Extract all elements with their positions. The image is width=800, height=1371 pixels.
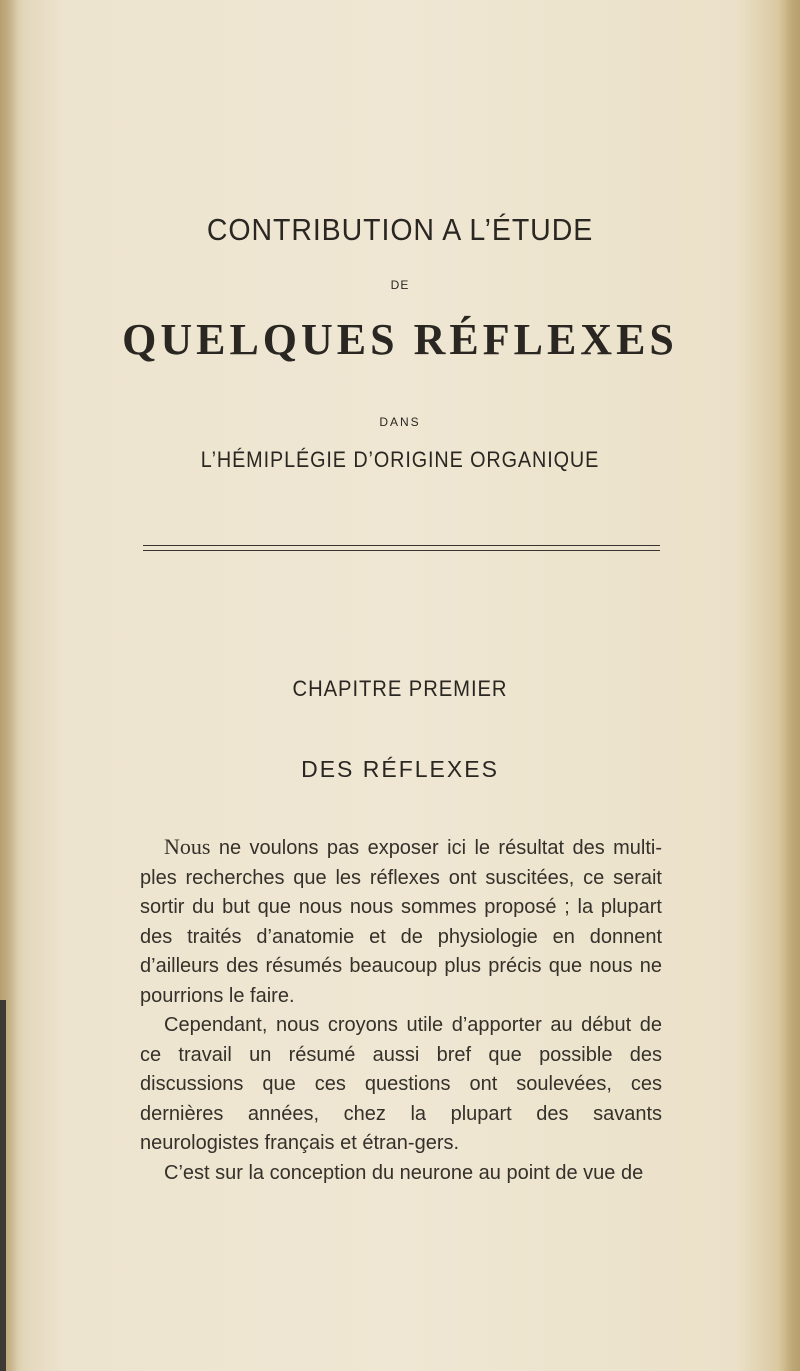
paragraph-1-text: ne voulons pas exposer ici le résultat des multi-ples recherches que les réflexes ont suscitées, ce serait sortir du but que nous nous sommes proposé ; la plupart des traités d’anatomie et de physiologie en donnent d’ailleurs des résumés beaucoup plus précis que nous ne pourrions le faire. [140, 837, 662, 1007]
title-line-3: L’HÉMIPLÉGIE D’ORIGINE ORGANIQUE [200, 447, 600, 472]
divider-rule-bottom [143, 550, 660, 551]
paragraph-2: Cependant, nous croyons utile d’apporter au début de ce travail un résumé aussi bref que possible des discussions que ces questions ont soulevées, ces dernières années, chez la plupart des savants neurologistes français et étran-gers. [140, 1014, 662, 1154]
title-connector-dans: DANS [379, 415, 421, 429]
title-line-1: CONTRIBUTION A L’ÉTUDE [206, 212, 594, 247]
chapter-title: CHAPITRE PREMIER [292, 676, 508, 701]
divider-rule-top [143, 545, 660, 546]
title-connector-de: DE [390, 278, 410, 292]
title-main: QUELQUES RÉFLEXES [122, 315, 678, 364]
body-text [140, 832, 662, 1188]
paragraph-3: C’est sur la conception du neurone au point de vue de [164, 1161, 644, 1184]
binding-gutter [0, 1000, 6, 1371]
paragraph-1 [140, 832, 662, 1011]
section-title: DES RÉFLEXES [301, 756, 499, 782]
paragraph-1-lead: Nous [164, 834, 211, 859]
page-edge-right [778, 0, 800, 1371]
